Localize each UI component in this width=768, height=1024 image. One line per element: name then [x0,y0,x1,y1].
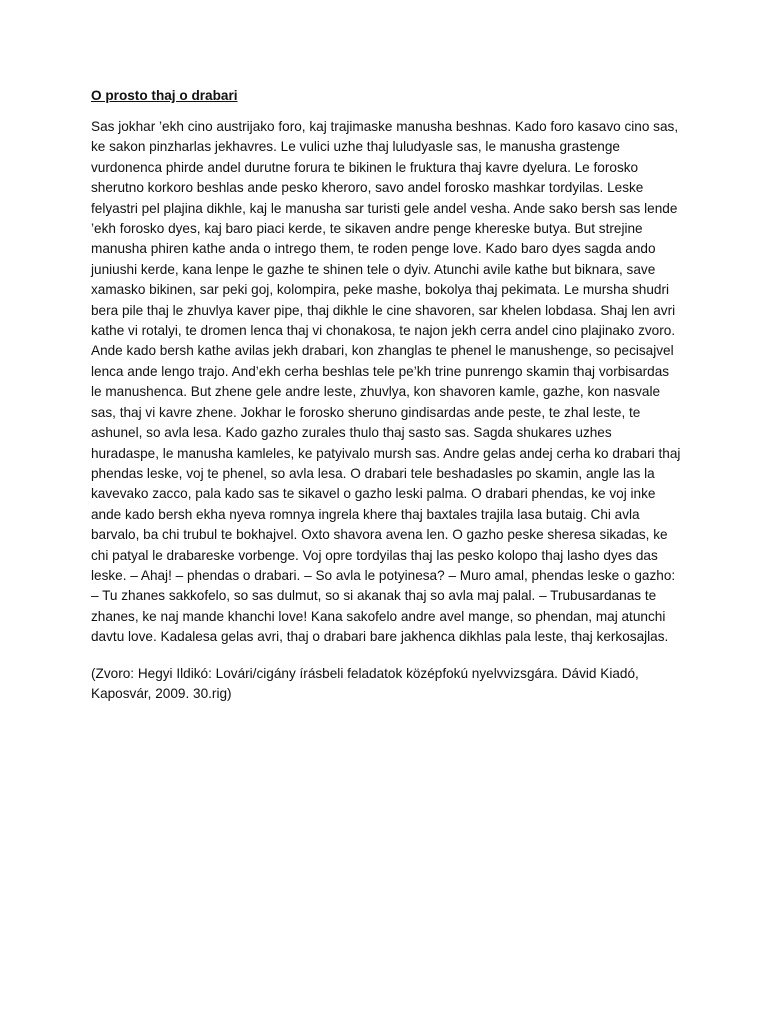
source-citation: (Zvoro: Hegyi Ildikó: Lovári/cigány írásbeli feladatok középfokú nyelvvizsgára. Dávid Kiadó, Kaposvár, 2009. 30.rig) [91,665,639,701]
document-title: O prosto thaj o drabari [91,88,238,103]
story-paragraph: Sas jokhar ’ekh cino austrijako foro, kaj trajimaske manusha beshnas. Kado foro kasavo cino sas, ke sakon pinzharlas jekhavres. Le vulici uzhe thaj luludyasle sas, le manusha grastenge vurdonenca phirde andel durutne forura te bikinen le fruktura thaj kavre dyelura. Le forosko sherutno korkoro beshlas ande pesko kheroro, savo andel forosko mashkar tordyilas. Leske felyastri pel plajina dikhle, kaj le manusha sar turisti gele andel vesha. Ande sako bersh sas lende ’ekh forosko dyes, kaj baro piaci kerde, te sikaven andre penge khereske butya. But strejine manusha phiren kathe anda o intrego them, te roden penge love. Kado baro dyes sagda ando juniushi kerde, kana lenpe le gazhe te shinen tele o dyiv. Atunchi avile kathe but biknara, save xamasko bikinen, sar peki goj, kolompira, peke mashe, bokolya thaj pekimata. Le mursha shudri bera pile thaj le zhuvlya kaver pipe, thaj dikhle le cine shavoren, sar khelen lobdasa. Shaj len avri kathe vi rotalyi, te dromen lenca thaj vi chonakosa, te najon jekh cerra andel cino plajinako zvoro. Ande kado bersh kathe avilas jekh drabari, kon zhanglas te phenel le manushenge, so pecisajvel lenca ande lengo trajo. And’ekh cerha beshlas tele pe’kh trine punrengo skamin thaj vorbisardas le manushenca. But zhene gele andre leste, zhuvlya, kon shavoren kamle, gazhe, kon nasvale sas, thaj vi kavre zhene. Jokhar le forosko sheruno gindisardas ande peste, te zhal leste, te ashunel, so avla lesa. Kado gazho zurales thulo thaj sasto sas. Sagda shukares uzhes huradaspe, le manusha kamleles, ke patyivalo mursh sas. Andre gelas andej cerha ko drabari thaj phendas leske, voj te phenel, so avla lesa. O drabari tele beshadasles po skamin, angle las la kavevako zacco, pala kado sas te sikavel o gazho leski palma. O drabari phendas, ke voj inke ande kado bersh ekha nyeva romnya ingrela khere thaj baxtales trajila lasa butaig. Chi avla barvalo, ba chi trubul te bokhajvel. Oxto shavora avena len. O gazho peske sheresa sikadas, ke chi patyal le drabareske vorbenge. Voj opre tordyilas thaj las pesko kolopo thaj lasho dyes das leske. – Ahaj! – phendas o drabari. – So avla le potyinesa? – Muro amal, phendas leske o gazho: – Tu zhanes sakkofelo, so sas dulmut, so si akanak thaj so avla maj palal. – Trubusardanas te zhanes, ke naj mande khanchi love! Kana sakofelo andre avel mange, so phendan, maj atunchi davtu love. Kadalesa gelas avri, thaj o drabari bare jakhenca dikhlas pala leste, thaj kerkosajlas. [91,119,681,645]
document-page [91,87,683,704]
